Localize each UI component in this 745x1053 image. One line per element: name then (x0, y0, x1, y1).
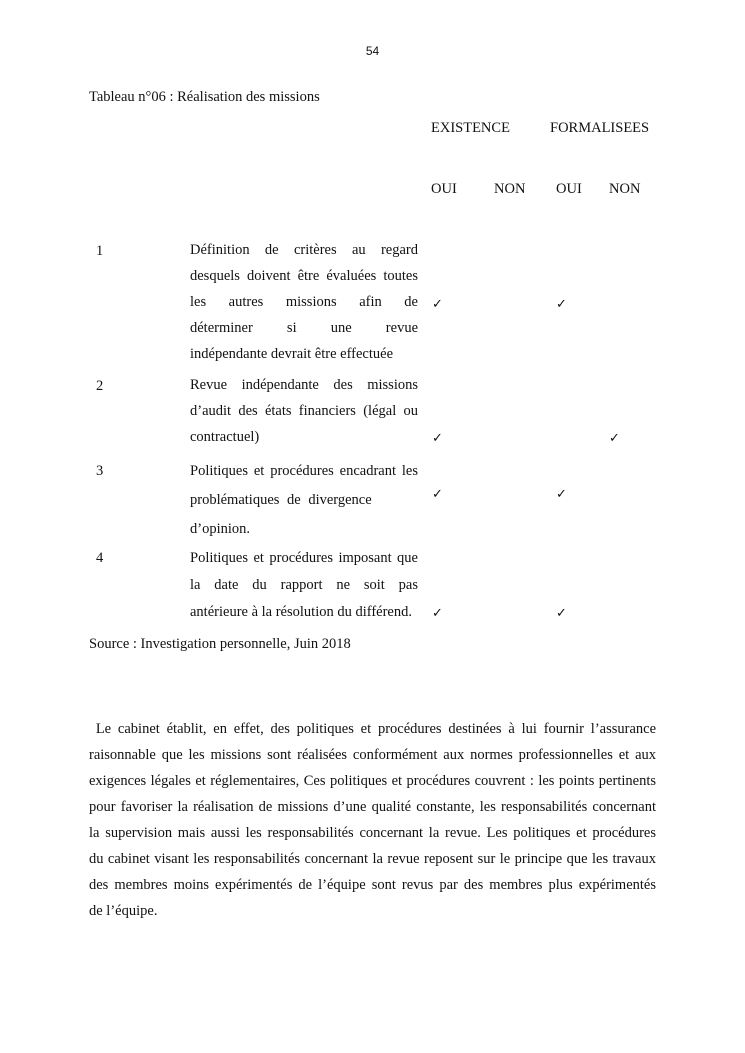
table-row-3-line: Politiques et procédures encadrant les (190, 463, 418, 479)
body-paragraph (89, 716, 656, 924)
paragraph-line: exigences légales et réglementaires, Ces politiques et procédures couvrent : les points pertinents (89, 773, 656, 789)
paragraph-line: du cabinet visant les responsabilités concernant la revue reposent sur le principe que les travaux (89, 851, 656, 867)
row-3-existence-oui-check-icon: ✓ (432, 487, 443, 502)
paragraph-line: des membres moins expérimentés de l’équipe sont revus par des membres plus expérimentés (89, 877, 656, 893)
table-row-2-line: contractuel) (190, 429, 260, 445)
paragraph-line: Le cabinet établit, en effet, des politiques et procédures destinées à lui fournir l’assurance (89, 721, 657, 737)
paragraph-line: de l’équipe. (89, 903, 158, 919)
subheader-formalisees-non: NON (609, 181, 641, 197)
table-row-2-number: 2 (96, 378, 104, 394)
table-source: Source : Investigation personnelle, Juin 2018 (89, 636, 351, 652)
table-row-2-description (190, 372, 418, 450)
table-row-4-description (190, 545, 418, 626)
table-row-4-line: la date du rapport ne soit pas (190, 577, 418, 593)
row-2-existence-oui-check-icon: ✓ (432, 431, 443, 446)
table-row-3-line: problématiques de divergence (190, 492, 372, 508)
row-1-existence-oui-check-icon: ✓ (432, 297, 443, 312)
row-3-formalisees-oui-check-icon: ✓ (556, 487, 567, 502)
table-row-3-number: 3 (96, 463, 104, 479)
row-4-existence-oui-check-icon: ✓ (432, 606, 443, 621)
table-row-4-line: antérieure à la résolution du différend. (190, 604, 412, 620)
table-row-2-line: d’audit des états financiers (légal ou (190, 403, 418, 419)
table-row-1-line: les autres missions afin de (190, 294, 418, 310)
paragraph-line: la supervision mais aussi les responsabilités concernant la revue. Les politiques et procédures (89, 825, 656, 841)
subheader-existence-oui: OUI (431, 181, 457, 197)
table-row-2-line: Revue indépendante des missions (190, 377, 418, 393)
table-row-4-number: 4 (96, 550, 104, 566)
table-row-3-description (190, 457, 418, 544)
header-existence: EXISTENCE (431, 120, 510, 136)
table-row-4-line: Politiques et procédures imposant que (190, 550, 418, 566)
table-row-1-line: déterminer si une revue (190, 320, 418, 336)
paragraph-line: raisonnable que les missions sont réalisées conformément aux normes professionnelles et aux (89, 747, 656, 763)
table-row-3-line: d’opinion. (190, 521, 251, 537)
row-2-formalisees-non-check-icon: ✓ (609, 431, 620, 446)
subheader-formalisees-oui: OUI (556, 181, 582, 197)
header-formalisees: FORMALISEES (550, 120, 650, 136)
table-row-1-description (190, 237, 418, 367)
table-row-1-line: indépendante devrait être effectuée (190, 346, 394, 362)
paragraph-line: pour favoriser la réalisation de missions d’une qualité constante, les responsabilités concernant (89, 799, 656, 815)
table-caption: Tableau n°06 : Réalisation des missions (89, 89, 320, 105)
row-4-formalisees-oui-check-icon: ✓ (556, 606, 567, 621)
table-row-1-line: desquels doivent être évaluées toutes (190, 268, 418, 284)
table-row-1-line: Définition de critères au regard (190, 242, 418, 258)
subheader-existence-non: NON (494, 181, 526, 197)
page-number: 54 (365, 44, 380, 58)
row-1-formalisees-oui-check-icon: ✓ (556, 297, 567, 312)
table-row-1-number: 1 (96, 243, 104, 259)
